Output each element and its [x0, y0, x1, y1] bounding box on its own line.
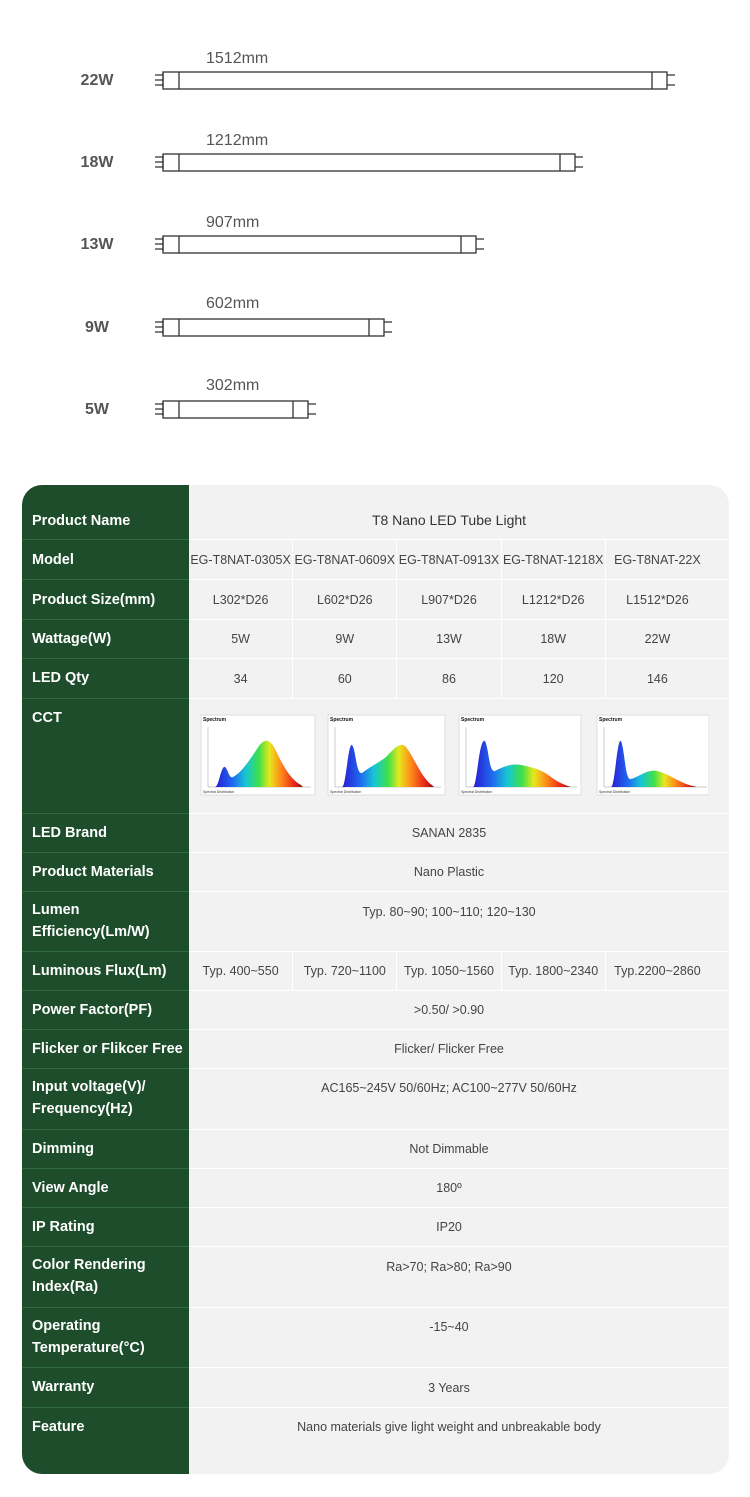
row-value: IP20: [436, 1220, 462, 1234]
table-cell: Typ. 400~550: [202, 964, 279, 978]
row-product-size: [22, 580, 709, 619]
row-view-angle: [22, 1169, 709, 1207]
table-cell: 9W: [292, 620, 396, 658]
table-cell: EG-T8NAT-0305X: [190, 552, 291, 567]
row-wattage: [22, 620, 709, 658]
table-cell: EG-T8NAT-1218X: [501, 540, 605, 579]
spectrum-chart-2: [328, 715, 445, 795]
row-power-factor: [22, 991, 709, 1029]
row-value: Not Dimmable: [409, 1142, 489, 1156]
tube-outline-18w: [155, 154, 583, 171]
tube-outline-13w: [155, 236, 484, 253]
row-label: LED Qty: [32, 670, 90, 686]
tube-wattage: 5W: [85, 401, 109, 418]
row-value: Nano materials give light weight and unbreakable body: [297, 1420, 601, 1434]
row-label: Lumen Efficiency(Lm/W): [32, 902, 150, 940]
row-product-materials: [22, 853, 709, 891]
table-cell: Typ. 1050~1560: [396, 952, 500, 990]
row-color-rendering: [22, 1247, 709, 1307]
row-label: Feature: [32, 1419, 85, 1435]
tube-length: 1512mm: [206, 50, 269, 67]
row-value: >0.50/ >0.90: [413, 1003, 485, 1017]
table-cell: Typ. 720~1100: [292, 952, 396, 990]
row-ip-rating: [22, 1208, 709, 1246]
row-value: 3 Years: [428, 1380, 470, 1395]
spectrum-title: Spectrum: [203, 717, 227, 723]
table-cell: EG-T8NAT-0913X: [396, 540, 500, 579]
spectrum-title: Spectrum: [330, 717, 354, 723]
table-cell: 13W: [396, 620, 500, 658]
row-label: Product Name: [32, 513, 131, 529]
row-label: Input voltage(V)/ Frequency(Hz): [32, 1079, 146, 1117]
row-flicker: [22, 1030, 709, 1068]
row-label: IP Rating: [32, 1219, 95, 1235]
table-cell: Typ.2200~2860: [605, 952, 709, 990]
tube-wattage: 22W: [80, 72, 114, 89]
tube-size-diagram: [0, 0, 750, 470]
table-cell: 120: [501, 659, 605, 698]
tube-outline-5w: [155, 401, 316, 418]
row-label: Operating Temperature(°C): [32, 1318, 145, 1356]
table-cell: 18W: [501, 620, 605, 658]
row-label: Luminous Flux(Lm): [32, 963, 167, 979]
row-label: Product Size(mm): [32, 592, 156, 608]
table-cell: L302*D26: [212, 592, 269, 607]
tube-length: 602mm: [206, 295, 260, 312]
table-cell: 5W: [231, 632, 250, 646]
row-value: Flicker/ Flicker Free: [394, 1042, 504, 1056]
spectrum-caption: Spectral Distribution: [203, 790, 235, 794]
tube-wattage: 9W: [85, 319, 109, 336]
row-value: -15~40: [429, 1320, 469, 1334]
tube-length: 1212mm: [206, 132, 269, 149]
row-value: Typ. 80~90; 100~110; 120~130: [362, 905, 536, 919]
table-cell: L1512*D26: [605, 580, 709, 619]
table-cell: 60: [292, 659, 396, 698]
row-luminous-flux: [22, 952, 709, 990]
spectrum-charts: [189, 699, 709, 813]
row-led-qty: [22, 659, 709, 698]
row-input-voltage: [22, 1069, 709, 1129]
row-label: Dimming: [32, 1141, 95, 1157]
row-value: T8 Nano LED Tube Light: [371, 512, 527, 528]
spectrum-title: Spectrum: [599, 717, 623, 723]
row-value: Ra>70; Ra>80; Ra>90: [386, 1260, 512, 1274]
tube-outline-22w: [155, 72, 675, 89]
row-value: Nano Plastic: [413, 865, 485, 879]
table-cell: L1212*D26: [501, 580, 605, 619]
row-label: CCT: [32, 710, 62, 726]
row-label: Warranty: [32, 1379, 95, 1395]
table-cell: L907*D26: [396, 580, 500, 619]
tube-length: 907mm: [206, 214, 260, 231]
row-value: SANAN 2835: [411, 826, 487, 840]
row-feature: [22, 1408, 709, 1446]
table-cell: 146: [605, 659, 709, 698]
table-cell: EG-T8NAT-22X: [605, 540, 709, 579]
spectrum-caption: Spectral Distribution: [330, 790, 362, 794]
row-value: AC165~245V 50/60Hz; AC100~277V 50/60Hz: [321, 1081, 577, 1095]
row-warranty: [22, 1368, 709, 1407]
table-cell: 86: [396, 659, 500, 698]
spectrum-caption: Spectral Distribution: [599, 790, 631, 794]
row-model: [22, 540, 709, 579]
spectrum-title: Spectrum: [461, 717, 485, 723]
table-cell: Typ. 1800~2340: [501, 952, 605, 990]
tube-wattage: 18W: [80, 154, 114, 171]
row-lumen-efficiency: [22, 892, 709, 951]
row-label: Power Factor(PF): [32, 1002, 153, 1018]
spec-table: [22, 485, 729, 1474]
row-product-name: [22, 501, 709, 539]
row-label: Model: [32, 552, 74, 568]
row-label: Flicker or Flikcer Free: [32, 1041, 183, 1057]
spectrum-chart-1: [201, 715, 315, 795]
row-label: LED Brand: [32, 825, 107, 841]
tube-wattage: 13W: [80, 236, 114, 253]
row-operating-temperature: [22, 1308, 709, 1367]
row-value: 180º: [436, 1181, 462, 1195]
row-label: View Angle: [32, 1180, 109, 1196]
row-cct: [22, 699, 709, 813]
spectrum-caption: Spectral Distribution: [461, 790, 493, 794]
table-cell: L602*D26: [292, 580, 396, 619]
spectrum-chart-4: [597, 715, 709, 795]
row-led-brand: [22, 814, 709, 852]
row-label: Color Rendering Index(Ra): [32, 1257, 146, 1295]
table-cell: 34: [233, 671, 248, 686]
table-cell: 22W: [605, 620, 709, 658]
row-label: Wattage(W): [32, 631, 112, 647]
tube-drawings: [0, 0, 750, 470]
row-label: Product Materials: [32, 864, 154, 880]
tube-outline-9w: [155, 319, 392, 336]
row-dimming: [22, 1130, 709, 1168]
spectrum-chart-3: [459, 715, 581, 795]
table-cell: EG-T8NAT-0609X: [292, 540, 396, 579]
tube-length: 302mm: [206, 377, 260, 394]
